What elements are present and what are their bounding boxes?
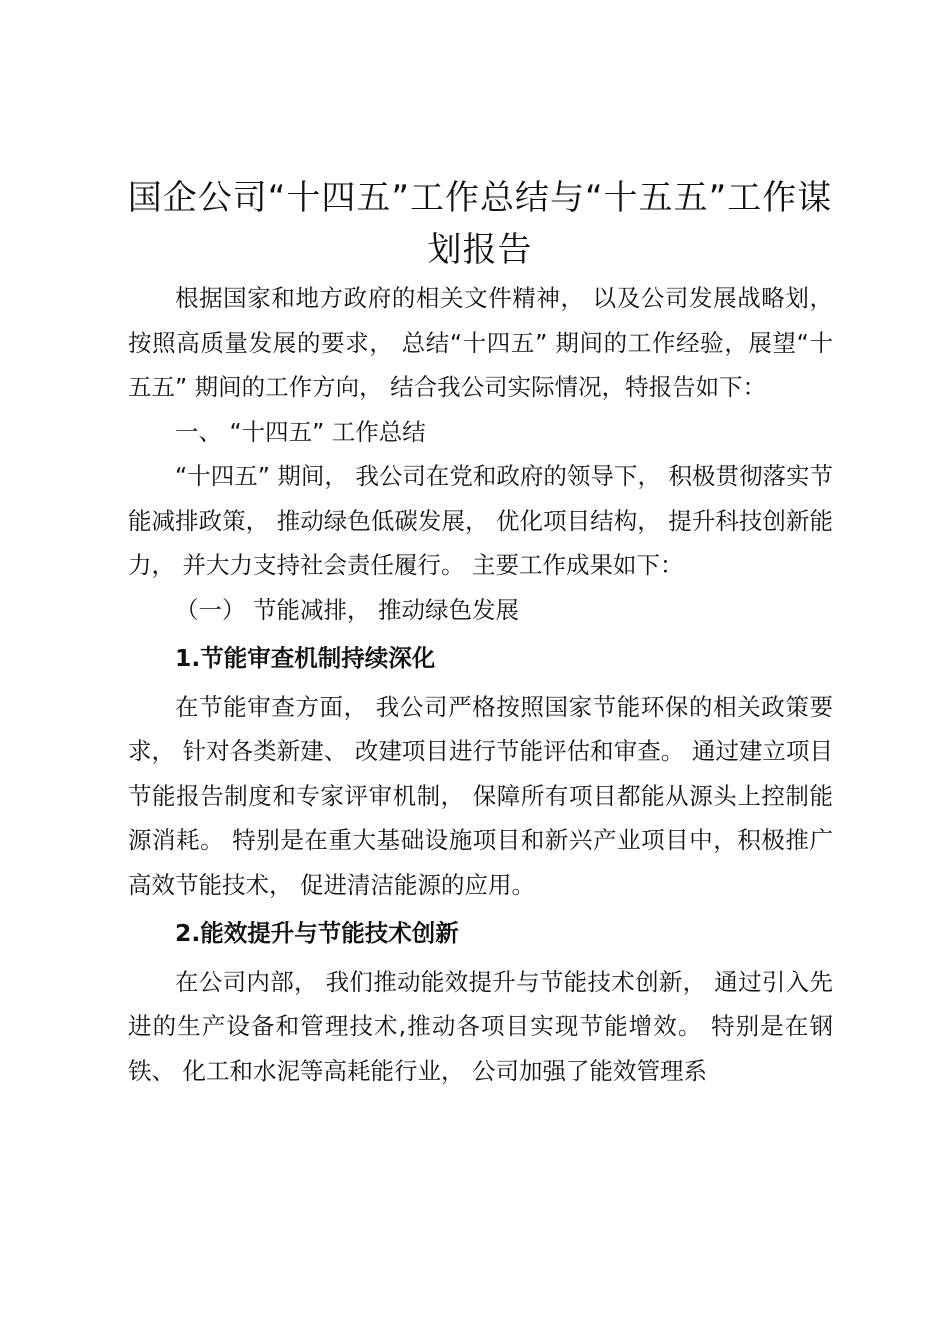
point-heading-2: 2.能效提升与节能技术创新 — [175, 919, 459, 947]
efficiency-paragraph: 在公司内部， 我们推动能效提升与节能技术创新， 通过引入先进的生产设备和管理技术,推动各项目实现节能增效。 特别是在钢铁、 化工和水泥等高耗能行业， 公司加强了能效管理系 — [128, 967, 833, 1085]
summary-paragraph: “十四五” 期间， 我公司在党和政府的领导下， 积极贯彻落实节能减排政策， 推动绿色低碳发展， 优化项目结构， 提升科技创新能力， 并大力支持社会责任履行。 主要工作成果如下： — [128, 462, 833, 579]
document-title: 国企公司“十四五”工作总结与“十五五”工作谋划报告 — [127, 178, 833, 270]
document-body — [128, 276, 833, 1093]
intro-paragraph: 根据国家和地方政府的相关文件精神， 以及公司发展战略划， 按照高质量发展的要求， 总结“十四五” 期间的工作经验，展望“十五五” 期间的工作方向， 结合我公司实际情况，特报告如下： — [128, 284, 833, 401]
energy-review-paragraph: 在节能审查方面， 我公司严格按照国家节能环保的相关政策要求， 针对各类新建、 改建项目进行节能评估和审查。 通过建立项目节能报告制度和专家评审机制， 保障所有项目都能从源头上控制能源消耗。 特别是在重大基础设施项目和新兴产业项目中，积极推广高效节能技术， 促进清洁能源的应用。 — [128, 692, 833, 899]
section-heading-1: 一、 “十四五” 工作总结 — [175, 417, 426, 446]
subsection-heading-1: （一） 节能减排， 推动绿色发展 — [175, 595, 519, 624]
point-heading-1: 1.节能审查机制持续深化 — [175, 644, 436, 672]
